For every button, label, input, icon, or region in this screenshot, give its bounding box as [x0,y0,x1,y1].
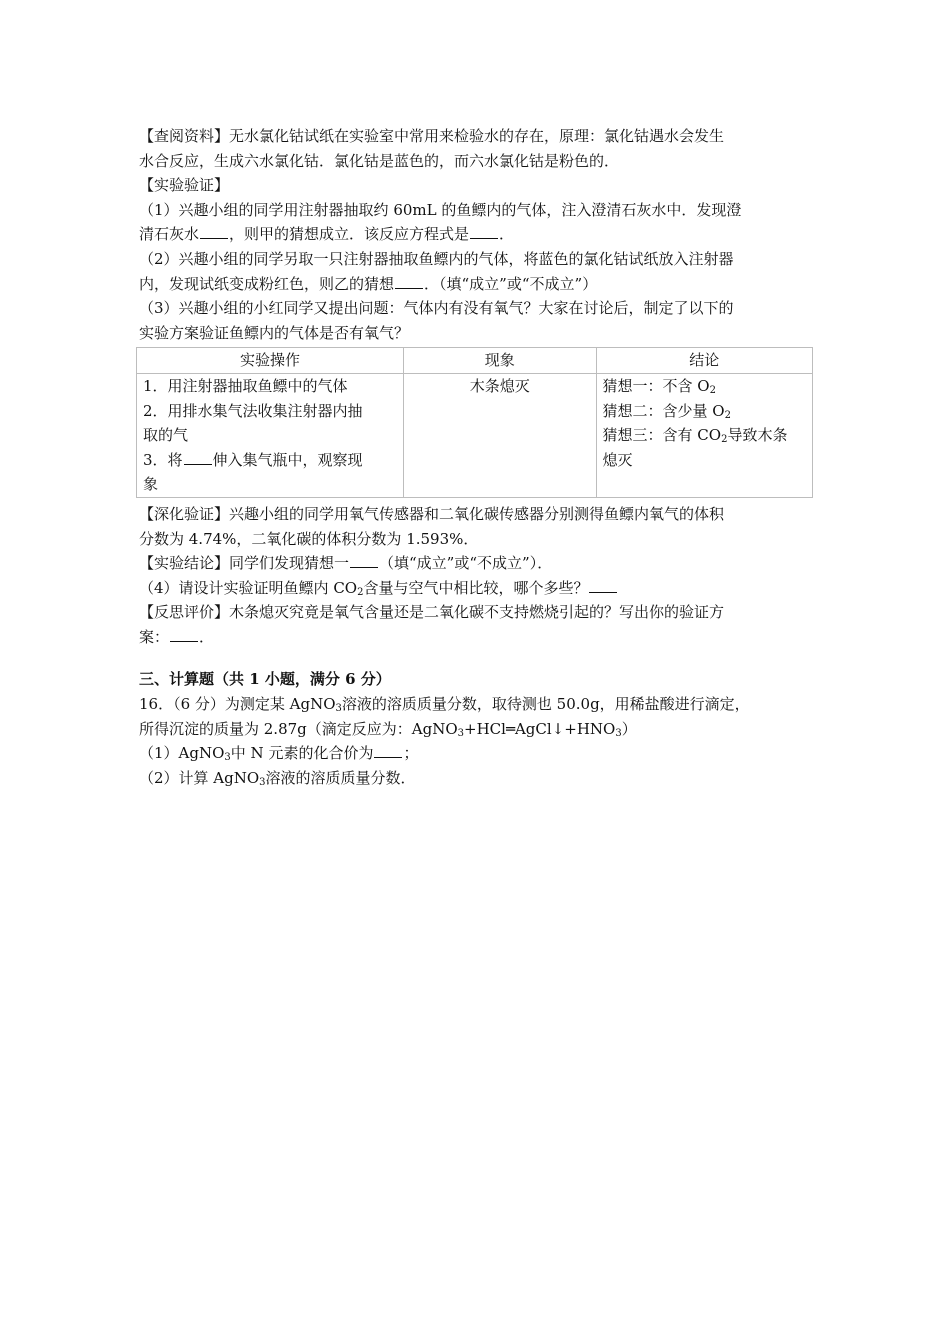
answer-blank [350,553,378,568]
document-page [139,124,819,790]
heading-experiment-verify: 【实验验证】 [139,176,230,195]
answer-blank [200,224,228,239]
question-16-line2: 所得沉淀的质量为 2.87g（滴定反应为：$AgNO_3+HCl═AgCl↓+HNO_3$） [139,719,637,739]
deep-verify-line1: 【深化验证】兴趣小组的同学用氧气传感器和二氧化碳传感器分别测得鱼鳔内氧气的体积 [139,504,725,523]
cell-operation: 1．用注射器抽取鱼鳔中的气体 2．用排水集气法收集注射器内抽 取的气 3．将 伸入集气瓶中，观察现 象 [137,373,404,497]
question-16-part1: （1）AgNO$_3$中 N 元素的化合价为 ； [139,744,419,764]
question-3-line2: 实验方案验证鱼鳔内的气体是否有氧气？ [139,323,410,342]
table-row [137,373,813,497]
answer-blank [470,224,498,239]
cell-phenomenon: 木条熄灭 [404,373,597,497]
question-16-part2: （2）计算 AgNO$_3$溶液的溶质质量分数． [139,768,416,788]
header-operation: 实验操作 [137,348,404,374]
question-4: （4）请设计实验证明鱼鳔内 $CO_2$含量与空气中相比较，哪个多些？ [139,576,819,601]
header-phenomenon: 现象 [404,348,597,374]
question-1-line1: （1）兴趣小组的同学用注射器抽取约 60mL 的鱼鳔内的气体，注入澄清石灰水中．发现澄 [139,200,742,219]
answer-blank [395,274,423,289]
deep-verify-line2: 分数为 4.74%，二氧化碳的体积分数为 1.593%． [139,529,479,548]
reflection-line1: 【反思评价】木条熄灭究竟是氧气含量还是二氧化碳不支持燃烧引起的？写出你的验证方 [139,603,725,622]
question-1-line2: 清石灰水 ，则甲的猜想成立．该反应方程式是 ． [139,225,515,244]
answer-blank [184,450,212,465]
reference-para-line1: 【查阅资料】无水氯化钴试纸在实验室中常用来检验水的存在，原理：氯化钴遇水会发生 [139,127,725,145]
answer-blank [589,578,617,593]
question-3-line1: （3）兴趣小组的小红同学又提出问题：气体内有没有氧气？大家在讨论后，制定了以下的 [139,299,734,318]
question-2-line2: 内，发现试纸变成粉红色，则乙的猜想 ．（填“成立”或“不成立”） [139,274,598,293]
cell-conclusion: 猜想一：不含 $O_2$ 猜想二：含少量 $O_2$ 猜想三：含有 $CO_2$导致木条 熄灭 [596,373,812,497]
question-2-line1: （2）兴趣小组的同学另取一只注射器抽取鱼鳔内的气体，将蓝色的氯化钴试纸放入注射器 [139,249,734,268]
answer-blank [374,743,402,758]
reflection-line2: 案： ． [139,627,215,646]
section-3-title: 三、计算题（共 1 小题，满分 6 分） [139,670,391,689]
header-conclusion: 结论 [596,348,812,374]
table-header-row [137,348,813,374]
question-16-line1: 16．（6 分）为测定某 AgNO$_3$溶液的溶质质量分数，取待测也 50.0g，用稀盐酸进行滴定， [139,695,750,715]
answer-blank [170,627,198,642]
experiment-conclusion: 【实验结论】同学们发现猜想一 （填“成立”或“不成立”）． [139,554,553,573]
reference-para-line2: 水合反应，生成六水氯化钴．氯化钴是蓝色的，而六水氯化钴是粉色的． [139,151,620,170]
experiment-table [136,347,813,498]
